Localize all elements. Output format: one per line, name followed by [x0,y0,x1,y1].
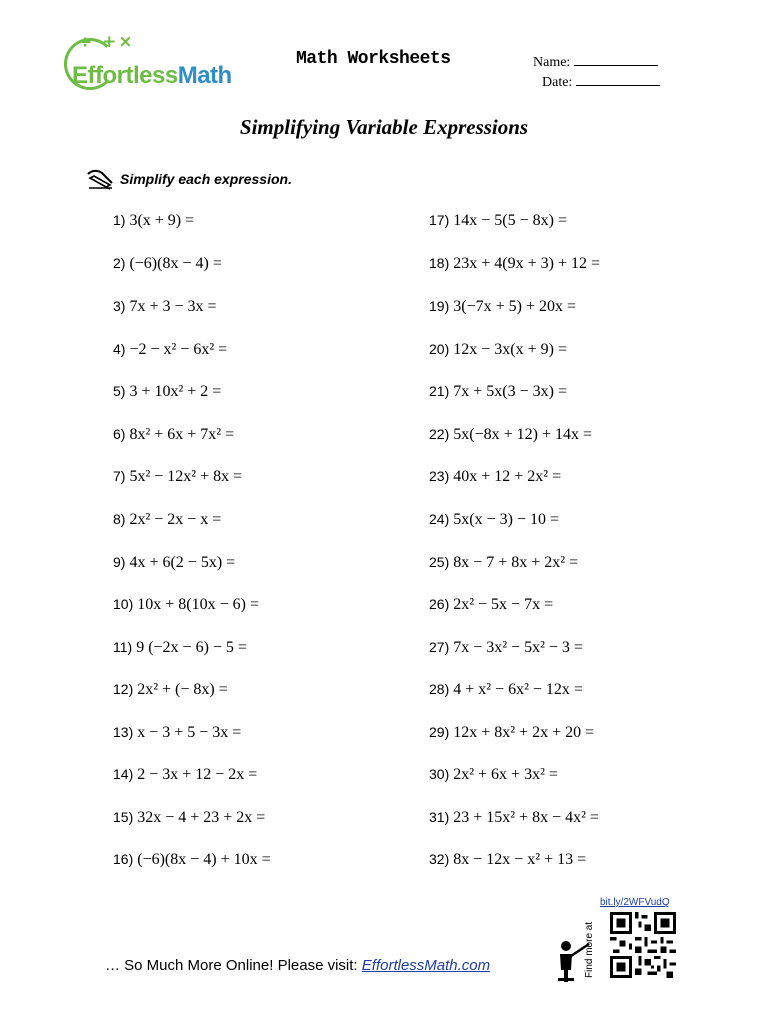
problem-item [113,766,257,784]
problem-item [429,724,594,742]
problem-number: 5) [113,383,126,399]
problem-expression: 5x² − 12x² + 8x = [129,468,243,485]
problem-expression: 32x − 4 + 23 + 2x = [137,809,266,826]
problem-number: 28) [429,681,450,697]
problem-number: 15) [113,809,134,825]
problem-number: 3) [113,298,126,314]
problem-item [113,255,222,273]
name-line[interactable] [574,54,658,66]
logo-text-part1: Effortless [72,62,178,89]
problem-expression: 8x − 7 + 8x + 2x² = [453,554,579,571]
problem-item [113,724,241,742]
problem-expression: 7x + 5x(3 − 3x) = [453,383,567,400]
problem-item [113,383,221,401]
problem-number: 23) [429,468,450,484]
problem-number: 29) [429,724,450,740]
problem-item [429,809,599,827]
problem-number: 12) [113,681,134,697]
problem-expression: 5x(x − 3) − 10 = [453,511,559,528]
problem-number: 19) [429,298,450,314]
problem-item [113,468,242,486]
problem-item [429,468,561,486]
problem-expression: 2 − 3x + 12 − 2x = [137,766,258,783]
problem-expression: 2x² + (− 8x) = [137,681,228,698]
problem-expression: (−6)(8x − 4) = [129,255,222,272]
qr-code-icon[interactable] [610,912,676,978]
problem-item [429,341,567,359]
problem-expression: 8x − 12x − x² + 13 = [453,851,587,868]
problem-item [429,851,586,869]
problem-number: 11) [113,639,133,655]
logo-text-part2: Math [177,62,232,89]
problem-item [113,511,221,529]
problem-item [113,681,228,699]
problem-expression: 12x − 3x(x + 9) = [453,341,567,358]
problem-number: 26) [429,596,450,612]
problem-number: 8) [113,511,126,527]
problem-number: 10) [113,596,134,612]
problem-expression: 9 (−2x − 6) − 5 = [136,639,247,656]
find-more-label: Find more at [584,921,595,978]
problem-item [113,341,227,359]
footer [105,957,490,974]
logo-text [72,62,232,90]
problem-item [113,554,235,572]
problem-item [429,639,583,657]
problem-item [429,383,567,401]
effortless-math-logo [62,32,246,94]
header-title: Math Worksheets [296,49,451,69]
problem-expression: 23x + 4(9x + 3) + 12 = [453,255,600,272]
problem-expression: 3 + 10x² + 2 = [129,383,222,400]
problem-number: 22) [429,426,450,442]
problem-expression: 4 + x² − 6x² − 12x = [453,681,583,698]
problem-item [429,681,583,699]
problem-expression: 5x(−8x + 12) + 14x = [453,426,592,443]
problem-number: 32) [429,851,450,867]
problem-number: 6) [113,426,126,442]
name-label: Name: [533,55,571,70]
problem-expression: x − 3 + 5 − 3x = [137,724,242,741]
name-field[interactable] [533,54,658,71]
problem-item [429,554,578,572]
problem-number: 2) [113,255,126,271]
problem-expression: 8x² + 6x + 7x² = [129,426,235,443]
problem-item [113,426,234,444]
problem-number: 25) [429,554,450,570]
problem-expression: 14x − 5(5 − 8x) = [453,212,567,229]
problem-number: 20) [429,341,450,357]
worksheet-title: Simplifying Variable Expressions [239,115,529,139]
problem-number: 27) [429,639,450,655]
date-line[interactable] [576,74,660,86]
problem-item [429,255,600,273]
footer-link[interactable]: EffortlessMath.com [361,957,491,974]
problem-expression: 7x − 3x² − 5x² − 3 = [453,639,583,656]
logo-math-symbols-icon: ÷ +× [78,32,135,52]
problem-item [429,511,559,529]
problem-number: 7) [113,468,126,484]
problem-number: 21) [429,383,450,399]
problem-item [429,298,576,316]
problem-item [429,426,592,444]
problem-expression: 12x + 8x² + 2x + 20 = [453,724,595,741]
pencil-write-icon [86,168,116,190]
problem-item [113,639,247,657]
problem-expression: 10x + 8(10x − 6) = [137,596,259,613]
problem-expression: 3(x + 9) = [129,212,195,229]
problem-expression: −2 − x² − 6x² = [129,341,228,358]
problem-item [429,766,558,784]
problem-expression: 2x² + 6x + 3x² = [453,766,558,783]
problem-item [429,596,553,614]
problem-expression: 3(−7x + 5) + 20x = [453,298,576,315]
problem-item [113,596,259,614]
problem-number: 16) [113,851,134,867]
instruction-text: Simplify each expression. [120,171,292,187]
problem-number: 24) [429,511,450,527]
date-label: Date: [542,75,573,90]
problem-number: 1) [113,212,126,228]
problem-expression: 7x + 3 − 3x = [129,298,217,315]
problem-expression: 2x² − 5x − 7x = [453,596,554,613]
problem-expression: (−6)(8x − 4) + 10x = [137,851,271,868]
short-url-link[interactable]: bit.ly/2WFVudQ [600,897,670,908]
problem-expression: 40x + 12 + 2x² = [453,468,562,485]
problem-number: 30) [429,766,450,782]
problem-number: 18) [429,255,450,271]
problem-number: 14) [113,766,134,782]
problem-number: 13) [113,724,134,740]
problem-number: 17) [429,212,450,228]
problem-item [113,851,271,869]
problem-item [429,212,567,230]
problem-number: 9) [113,554,126,570]
footer-text: … So Much More Online! Please visit: [105,957,362,974]
problem-expression: 4x + 6(2 − 5x) = [129,554,236,571]
problem-expression: 23 + 15x² + 8x − 4x² = [453,809,599,826]
problem-expression: 2x² − 2x − x = [129,511,222,528]
problem-number: 4) [113,341,126,357]
instruction [86,168,292,190]
date-field[interactable] [542,74,660,91]
problem-item [113,809,265,827]
problem-number: 31) [429,809,450,825]
problem-item [113,212,194,230]
problem-item [113,298,217,316]
